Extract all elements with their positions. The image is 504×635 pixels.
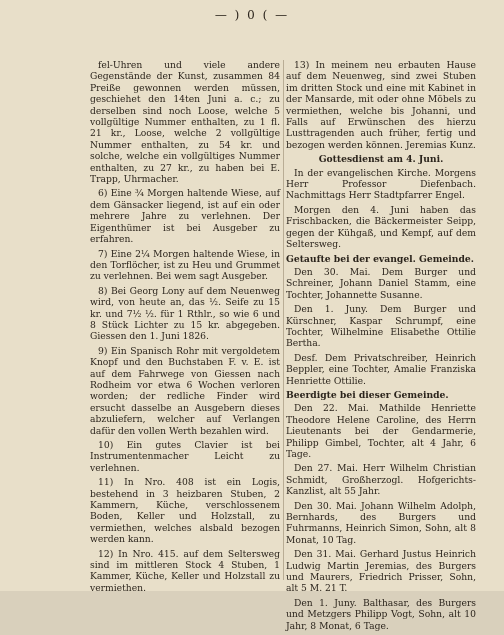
right-paragraph: Den 31. Mai. Gerhard Justus Heinrich Ludwig Martin Jeremias, des Burgers und Maurers, Friedrich Prisser, Sohn, alt 5 M. 21 T. (286, 549, 476, 595)
right-column (286, 60, 476, 635)
left-paragraph: 12) In Nro. 415. auf dem Seltersweg sind im mittleren Stock 4 Stuben, 1 Kammer, Küche, Keller und Holzstall zu vermiethen. (90, 548, 280, 594)
left-paragraph: fel-Uhren und viele andere Gegenstände der Kunst, zusammen 84 Preiße gewonnen werden müssen, geschiehet den 14ten Juni a. c.; zu derselben sind noch Loose, welche 5 vollgültige Nummer enthalten, zu 1 fl. 21 kr., Loose, welche 2 vollgültige Nummer enthalten, zu 54 kr. und solche, welche ein vollgültiges Nummer enthalten, zu 27 kr., zu haben bei E. Trapp, Uhrmacher. (90, 60, 280, 186)
left-column (90, 60, 280, 597)
right-paragraph: Den 1. Juny. Dem Burger und Kürschner, Kaspar Schrumpf, eine Tochter, Wilhelmine Elisabethe Ottilie Bertha. (286, 304, 476, 350)
right-paragraph: Den 22. Mai. Mathilde Henriette Theodore Helene Caroline, des Herrn Lieutenants bei der Gendarmerie, Philipp Gimbel, Tochter, alt 4 Jahr, 6 Tage. (286, 403, 476, 460)
page-number: — ) 0 ( — (214, 8, 290, 22)
right-paragraph: Morgen den 4. Juni haben das Frischbacken, die Bäckermeister Seipp, gegen der Kühgaß, und Kempf, auf dem Seltersweg. (286, 204, 476, 251)
left-paragraph: 6) Eine ¾ Morgen haltende Wiese, auf dem Gänsacker liegend, ist auf ein oder mehrere Jahre zu verlehnen. Der Eigenthümer ist bei Ausgeber zu erfahren. (90, 188, 280, 246)
section-heading: Gottesdienst am 4. Juni. (318, 154, 444, 166)
left-paragraph: 9) Ein Spanisch Rohr mit vergoldetem Knopf und den Buchstaben F. v. E. ist auf dem Fahrwege von Giessen nach Rodheim vor etwa 6 Wochen verloren worden; der redliche Finder wird ersucht dasselbe an Ausgebern dieses abzuliefern, welcher auf Verlangen dafür den vollen Werth bezahlen wird. (90, 345, 280, 437)
section-heading: Beerdigte bei dieser Gemeinde. (286, 389, 449, 401)
right-paragraph: 13) In meinem neu erbauten Hause auf dem Neuenweg, sind zwei Stuben im dritten Stock und eine mit Kabinet in der Mansarde, mit oder ohne Möbels zu vermiethen, welche bis Johanni, und Falls auf Erwünschen des hierzu Lusttragenden auch früher, fertig und bezogen werden können. Jeremias Kunz. (286, 60, 476, 151)
right-paragraph: Desf. Dem Privatschreiber, Heinrich Beppler, eine Tochter, Amalie Franziska Henriette Ottilie. (286, 352, 476, 387)
right-paragraph: Den 30. Mai. Johann Wilhelm Adolph, Bernhards, des Burgers und Fuhrmanns, Heinrich Simon, Sohn, alt 8 Monat, 10 Tag. (286, 500, 476, 546)
right-paragraph: Den 30. Mai. Dem Burger und Schreiner, Johann Daniel Stamm, eine Tochter, Johannette Susanne. (286, 266, 476, 301)
right-paragraph: Den 1. Juny. Balthasar, des Burgers und Metzgers Philipp Vogt, Sohn, alt 10 Jahr, 8 Monat, 6 Tage. (286, 597, 476, 632)
right-paragraph: In der evangelischen Kirche. Morgens Herr Professor Diefenbach. Nachmittags Herr Stadtpfarrer Engel. (286, 167, 476, 202)
left-paragraph: 10) Ein gutes Clavier ist bei Instrumentenmacher Leicht zu verlehnen. (90, 440, 280, 474)
section-heading: Getaufte bei der evangel. Gemeinde. (286, 253, 474, 265)
left-paragraph: 11) In Nro. 408 ist ein Logis, bestehend in 3 heizbaren Stuben, 2 Kammern, Küche, verschlossenem Boden, Keller und Holzstall, zu vermiethen, welches alsbald bezogen werden kann. (90, 477, 280, 546)
left-paragraph: 8) Bei Georg Lony auf dem Neuenweg wird, von heute an, das ½. Seife zu 15 kr. und 7½ ½. für 1 Rthlr., so wie 6 und 8 Stück Lichter zu 15 kr. abgegeben. Giessen den 1. Juni 1826. (90, 285, 280, 343)
column-divider (283, 60, 284, 580)
right-paragraph: Den 27. Mai. Herr Wilhelm Christian Schmidt, Großherzogl. Hofgerichts-Kanzlist, alt 55 Jahr. (286, 463, 476, 498)
left-paragraph: 7) Eine 2¼ Morgen haltende Wiese, in den Torflöcher, ist zu Heu und Grummet zu verlehnen. Bei wem sagt Ausgeber. (90, 248, 280, 283)
